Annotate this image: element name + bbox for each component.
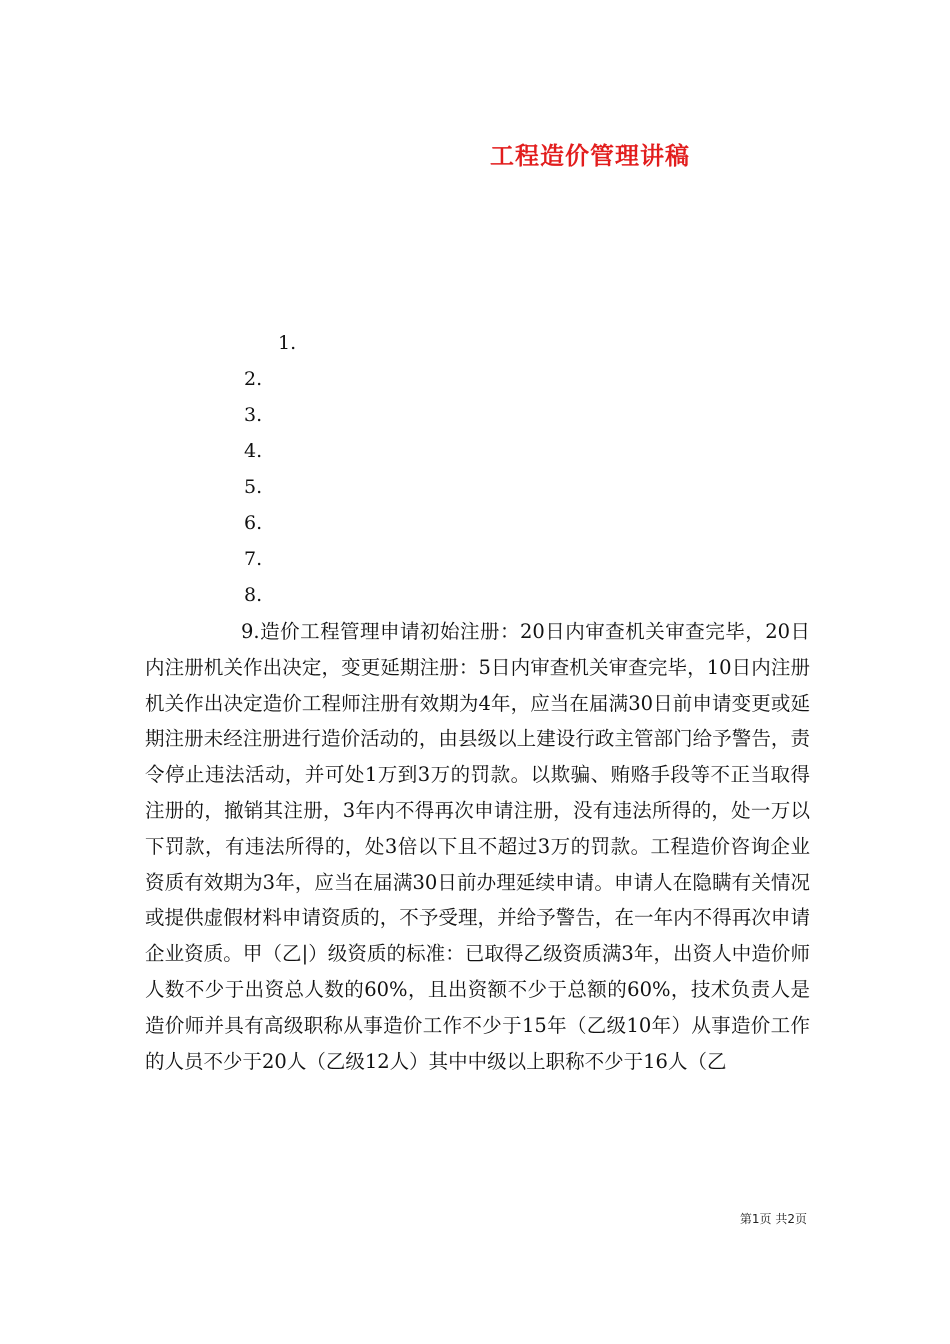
list-number-2: 2. — [244, 368, 263, 390]
list-number-8: 8. — [244, 584, 263, 606]
list-number-1: 1. — [278, 332, 297, 354]
list-number-6: 6. — [244, 512, 263, 534]
body-paragraph: 9.造价工程管理申请初始注册：20日内审查机关审查完毕，20日内注册机关作出决定，变更延期注册：5日内审查机关审查完毕，10日内注册机关作出决定造价工程师注册有效期为4年，应当在届满30日前申请变更或延期注册未经注册进行造价活动的，由县级以上建设行政主管部门给予警告，责令停止违法活动，并可处1万到3万的罚款。以欺骗、贿赂手段等不正当取得注册的，撤销其注册，3年内不得再次申请注册，没有违法所得的，处一万以下罚款，有违法所得的，处3倍以下且不超过3万的罚款。工程造价咨询企业资质有效期为3年，应当在届满30日前办理延续申请。申请人在隐瞒有关情况或提供虚假材料申请资质的，不予受理，并给予警告，在一年内不得再次申请企业资质。甲（乙|）级资质的标准：已取得乙级资质满3年，出资人中造价师人数不少于出资总人数的60%，且出资额不少于总额的60%，技术负责人是造价师并具有高级职称从事造价工作不少于15年（乙级10年）从事造价工作的人员不少于20人（乙级12人）其中中级以上职称不少于16人（乙 — [145, 620, 810, 1073]
document-title: 工程造价管理讲稿 — [490, 142, 690, 170]
list-number-4: 4. — [244, 440, 263, 462]
page-number-footer: 第1页 共2页 — [739, 1212, 807, 1226]
list-number-5: 5. — [244, 476, 263, 498]
list-number-7: 7. — [244, 548, 263, 570]
list-number-3: 3. — [244, 404, 263, 426]
